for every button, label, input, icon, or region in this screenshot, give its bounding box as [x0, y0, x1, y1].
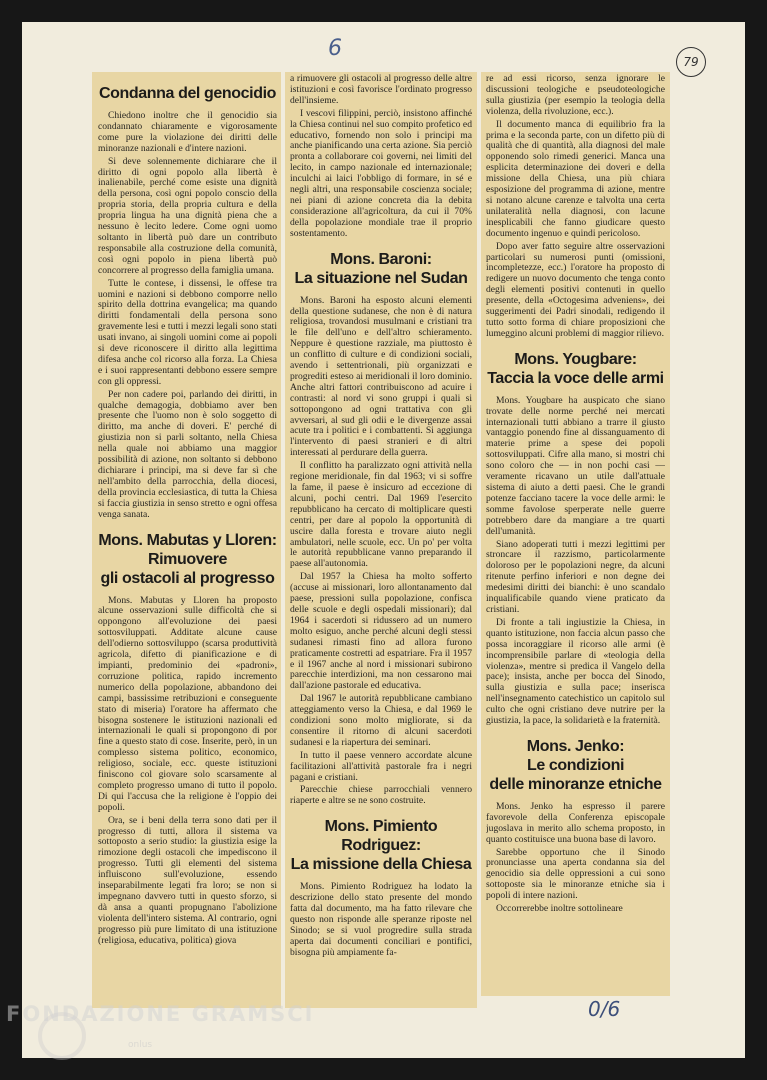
- paragraph: In tutto il paese vennero accordate alcune facilitazioni all'attività pastorale fra i negri pagani e cristiani.: [290, 749, 472, 783]
- column-2: [290, 74, 472, 1006]
- paragraph: Per non cadere poi, parlando dei diritti, in qualche demagogia, dobbiamo aver ben presente che l'uomo non è solo soggetto di diritto, ma anche di doveri. E' perché di giustizia non si parli soltanto, nella Chiesa nella quale noi abbiamo una maggior possibilità di azione, non soltanto si debbono dichiarare i principi, ma si deve far sì che nell'ambito della parrocchia, della diocesi, della provincia ecclesiastica, di tutta la Chiesa si faccia giustizia in senso stretto e ogni offesa venga sanata.: [98, 388, 277, 520]
- paragraph: Sarebbe opportuno che il Sinodo pronunciasse una aperta condanna sia del genocidio sia delle oppressioni a cui sono sottoposte sia le minoranze etniche sia i popoli di intere nazioni.: [486, 846, 665, 902]
- headline-baroni: Mons. Baroni: La situazione nel Sudan: [294, 250, 468, 287]
- paragraph: Il conflitto ha paralizzato ogni attività nella regione meridionale, fin dal 1963; vi si soffre la fame, il paese è insicuro ad eccezione di alcuni, pochi centri. Dal 1969 l'esercito repubblicano ha cercato di moltiplicare questi centri, per dare al popolo la opportunità di uscire dalla foresta e trovare aiuto negli ambulatori, nelle scuole, ecc. Un po' per volta le autorità repubblicane vanno preparando il paese all'autonomia.: [290, 460, 472, 570]
- paragraph: Il documento manca di equilibrio fra la prima e la seconda parte, con un difetto più di qualità che di quantità, alla diagnosi del male opponendo solo rimedi generici. Manca una esplicita determinazione dei doveri e della missione della Chiesa, una più chiara esposizione del programma di azione, mentre si notano alcune carenze e talvolta una certa unilateralità nella diagnosi, con lacune inesplicabili che fanno giudicare questo documento ingenuo e quindi pericoloso.: [486, 118, 665, 239]
- paragraph: Mons. Pimiento Rodriguez ha lodato la descrizione dello stato presente del mondo fatta dal documento, ma ha fatto rilevare che questo non risponde alle speranze riposte nel Sinodo; se si vuol progredire sulla strada aperta dai documenti conciliari e pontifici, bisogna più ampiamente fa-: [290, 881, 472, 958]
- headline-mabutas: Mons. Mabutas y Lloren: Rimuovere gli ostacoli al progresso: [98, 531, 277, 587]
- paragraph: Mons. Jenko ha espresso il parere favorevole della Conferenza episcopale jugoslava in merito allo schema proposto, in quanto costituisce una buona base di lavoro.: [486, 800, 665, 845]
- paragraph: Mons. Mabutas y Lloren ha proposto alcune osservazioni sulle difficoltà che si oppongono all'evoluzione dei paesi sottosviluppati. Additate alcune cause dell'odierno sottosviluppo (scarsa produttività agricola, difetto di pianificazione e di impianti, predominio dei «padroni», corruzione politica, rapido incremento numerico della popolazione, abbandono dei campi, bassissime retribuzioni e conseguente stato di miseria) l'oratore ha affermato che bisogna sostenere le istituzioni nazionali ed internazionali le quali si propongono di por fine a questo stato di cose. Inserite, però, in un complesso sistema politico, economico, religioso, sociale, ecc. queste istituzioni finiscono col giovare solo scarsamente al completo progresso umano di tutto il popolo. Di qui l'accusa che la religione è l'oppio dei popoli.: [98, 594, 277, 813]
- headline-jenko: Mons. Jenko: Le condizioni delle minoranze etniche: [489, 737, 662, 793]
- paragraph: Tutte le contese, i dissensi, le offese tra uomini e nazioni si debbono comporre nello spirito della dottrina evangelica; ma quando diritti fondamentali della persona sono gravemente lesi e tutti i mezzi legali sono stati usati invano, ai singoli uomini come ai popoli si deve riconoscere il diritto alla legittima difesa anche col ricorso alla forza. La Chiesa e i suoi rappresentanti debbono essere sempre con gli oppressi.: [98, 277, 277, 387]
- paragraph: Mons. Baroni ha esposto alcuni elementi della questione sudanese, che non è di natura religiosa, trovandosi musulmani e cristiani tra le file dell'uno e dell'altro schieramento. Neppure è questione razziale, ma piuttosto è un conflitto di culture e di condizioni sociali, avendo i settentrionali, più organizzati e progrediti esteso ai meridionali il loro dominio. Anche altri fattori contribuiscono ad acuire i contrasti: al nord vi sono gruppi i quali si sottopongono ad ogni trattativa con gli avversari, al sud gli odii e le divergenze assai acute tra i politici e i combattenti. Si aggiunga l'intervento di paesi stranieri e di altri interessati al perdurare della guerra.: [290, 294, 472, 459]
- paragraph: Parecchie chiese parrocchiali vennero riaperte e altre se ne sono costruite.: [290, 784, 472, 807]
- watermark-text: FONDAZIONE GRAMSCI: [6, 1002, 315, 1026]
- paragraph: a rimuovere gli ostacoli al progresso delle altre istituzioni e così favorisce l'ordinato progresso dell'insieme.: [290, 74, 472, 106]
- pencil-page-mark: 6: [328, 36, 342, 61]
- circled-page-number: 79: [676, 47, 706, 77]
- paragraph: Siano adoperati tutti i mezzi legittimi per stroncare il razzismo, particolarmente doloroso per le popolazioni negre, da alcuni ritenute perfino inferiori e non degne dei medesimi diritti dei bianchi: è uno scandalo inqualificabile quando viene praticato da cristiani.: [486, 538, 665, 615]
- paragraph: Chiedono inoltre che il genocidio sia condannato chiaramente e vigorosamente come pure la violazione dei diritti delle minoranze nazionali e d'intere nazioni.: [98, 110, 277, 154]
- paragraph: Di fronte a tali ingiustizie la Chiesa, in quanto istituzione, non faccia alcun passo che possa incoraggiare il ricorso alle armi (è incomprensibile parlare di «teologia della violenza», mentre si predica il Vangelo della pace); insista, anche per bocca del Sinodo, sulla giustizia e sulla pace; inserisca nell'insegnamento catechistico un capitolo sul culto che ogni cristiano deve nutrire per la giustizia, la pace, la solidarietà e la fraternità.: [486, 616, 665, 727]
- paragraph: Dal 1967 le autorità repubblicane cambiano atteggiamento verso la Chiesa, e dal 1969 le condizioni sono molto migliorate, si da consentire il ritorno di alcuni sacerdoti sudanesi e la riapertura dei seminari.: [290, 693, 472, 748]
- paragraph: re ad essi ricorso, senza ignorare le discussioni teologiche e pseudoteologiche sulla giustizia (per esempio la teologia della violenza, della rivoluzione, ecc.).: [486, 74, 665, 117]
- paragraph: Mons. Yougbare ha auspicato che siano trovate delle norme perché nei mercati internazionali tutti abbiano a trarre il giusto vantaggio ponendo fine al dissanguamento di materie prime a spese dei popoli sottosviluppati. Cifre alla mano, si mostri chi sono coloro che — in non pochi casi — veramente ricavano un utile dall'attuale sistema di aiuto a detti paesi. Che le grandi potenze facciano tacere la voce delle armi: le somme favolose sperperate nelle guerre potrebbero dare da mangiare a tre quarti dell'umanità.: [486, 394, 665, 537]
- paragraph: I vescovi filippini, perciò, insistono affinché la Chiesa continui nel suo compito profetico ed educativo, fornendo non solo i principi ma anche pianificando una certa azione. Sia perciò pronta a collaborare coi governi, nei limiti del lecito, in campo nazionale ed internazionale; inculchi ai laici l'obbligo di formare, in sé e negli altri, una responsabile coscienza sociale; nei piani di azione concreta dia la debita considerazione all'agricoltura, da cui il 70% della popolazione mondiale trae il proprio sostentamento.: [290, 107, 472, 239]
- watermark-suffix: onlus: [128, 1040, 153, 1050]
- headline-pimiento: Mons. Pimiento Rodriguez: La missione della Chiesa: [290, 818, 472, 874]
- paragraph: Occorrerebbe inoltre sottolineare: [496, 903, 623, 915]
- pencil-fraction-mark: 0/6: [588, 997, 621, 1021]
- column-1: [98, 74, 277, 1006]
- paragraph: Si deve solennemente dichiarare che il diritto di ogni popolo alla libertà è inalienabile, perché come esiste una dignità della persona, così ogni popolo conscio della propria storia, della propria cultura e della propria lingua ha una dignità piena che a nessuno è lecito ledere. Come ogni uomo soltanto in libertà può dare un contributo responsabile alla costruzione della comunità, così ogni popolo in piena libertà può concorrere al progresso della famiglia umana.: [98, 155, 277, 276]
- headline-genocidio: Condanna del genocidio: [99, 85, 276, 102]
- column-3: [486, 74, 665, 994]
- paragraph: Ora, se i beni della terra sono dati per il progresso di tutti, allora il sistema va sottoposto a serio studio: la giustizia esige la rimozione degli ostacoli che impediscono il progresso. Tutti gli elementi del sistema influiscono sull'evoluzione, essendo inseparabilmente legati fra loro; se non si impegnano davvero tutti in questo sforzo, si dà ansa a quanti propugnano l'abolizione violenta dell'intero sistema. Al contrario, ogni progresso più pure limitato di una istituzione (religiosa, educativa, politica) giova: [98, 814, 277, 946]
- headline-yougbare: Mons. Yougbare: Taccia la voce delle armi: [487, 350, 664, 387]
- paragraph: Dal 1957 la Chiesa ha molto sofferto (accuse ai missionari, loro allontanamento dal paese, pressioni sulla popolazione, confisca delle scuole e degli ospedali missionari); dal 1964 i sacerdoti si ridussero ad un numero molto esiguo, anche perché alcuni degli stessi sudanesi rimasti fino ad allora furono praticamente costretti ad espatriare. Fra il 1957 e il 1967 anche al nord i missionari subirono parecchie interdizioni, ma non cessarono mai dall'azione pastorale ed educativa.: [290, 571, 472, 692]
- paragraph: Dopo aver fatto seguire altre osservazioni particolari su numerosi punti (omissioni, incompletezze, ecc.) l'oratore ha proposto di redigere un nuovo documento che tenga conto degli elementi positivi contenuti in quello presente, della «Octogesima adveniens», dei suggerimenti dei Padri sinodali, redigendo il tutto sotto forma di chiare proposizioni che lumeggino alcuni problemi di maggior rilievo.: [486, 240, 665, 339]
